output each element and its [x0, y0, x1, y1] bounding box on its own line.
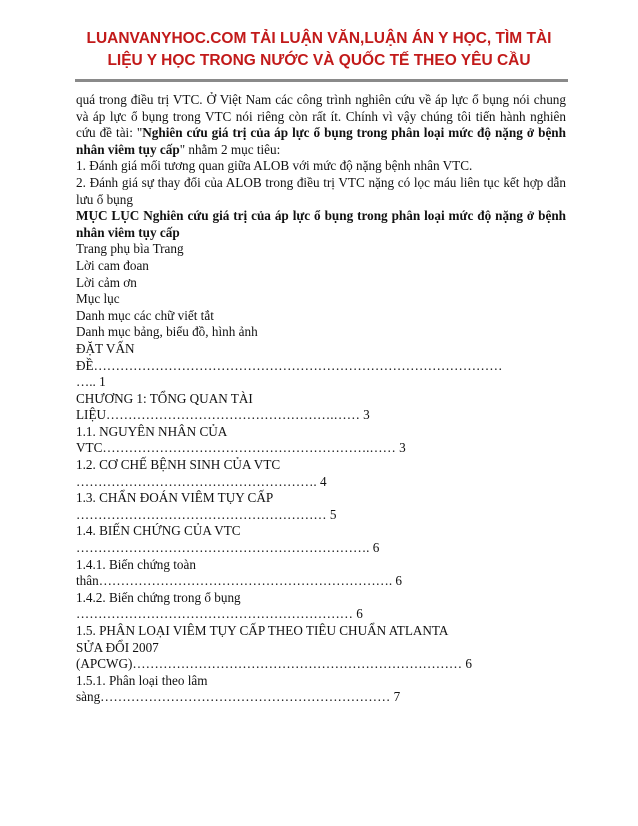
toc-line: ……………………………………………………… 6 — [76, 606, 363, 622]
toc-line: ………………………………………………. 4 — [76, 473, 327, 489]
toc-line: 1.2. CƠ CHẾ BỆNH SINH CỦA VTC — [76, 457, 281, 473]
toc-line: 1.1. NGUYÊN NHÂN CỦA — [76, 423, 228, 439]
goal-1: 1. Đánh giá mối tương quan giữa ALOB với mức độ nặng bệnh nhân VTC. — [76, 158, 473, 174]
toc-line: ĐỀ………………………………………………………………………………… — [76, 357, 503, 373]
toc-line: 1.3. CHẨN ĐOÁN VIÊM TỤY CẤP — [76, 490, 274, 506]
document-body — [76, 92, 566, 706]
toc-line: Lời cam đoan — [76, 257, 149, 273]
toc-line: 1.4. BIẾN CHỨNG CỦA VTC — [76, 523, 241, 539]
toc-line: Mục lục — [76, 291, 120, 307]
toc-line: 1.5. PHÂN LOẠI VIÊM TỤY CẤP THEO TIÊU CHUẨN ATLANTA — [76, 623, 449, 638]
toc-line: ĐẶT VẤN — [76, 340, 135, 356]
intro-text-1: quá trong điều trị VTC. Ở Việt Nam các công trình nghiên cứu về áp lực ổ bụng nói chung và áp lực ổ bụng trong VTC nói riêng còn rất ít. Chính vì vậy chúng tôi tiến hành nghiên cứu đề tài: " — [76, 92, 566, 141]
header-line-2: LIỆU Y HỌC TRONG NƯỚC VÀ QUỐC TẾ THEO YÊU CẦU — [107, 52, 531, 69]
toc-line: Danh mục các chữ viết tắt — [76, 307, 214, 323]
toc-line: Trang phụ bìa Trang — [76, 241, 184, 257]
toc-line: thân…………………………………………………………. 6 — [76, 573, 403, 589]
toc-line: 1.4.2. Biến chứng trong ổ bụng — [76, 589, 241, 605]
header-line-1: LUANVANYHOC.COM TẢI LUẬN VĂN,LUẬN ÁN Y HỌC, TÌM TÀI — [86, 30, 552, 47]
toc-line: ….. 1 — [76, 374, 106, 390]
intro-text-2: " nhằm 2 mục tiêu: — [179, 141, 281, 157]
toc-line: (APCWG)………………………………………………………………… 6 — [76, 656, 472, 672]
toc-line: SỬA ĐỔI 2007 — [76, 639, 159, 655]
toc-line: LIỆU…………………………………………….…… 3 — [76, 407, 370, 423]
toc-line: sàng………………………………………………………… 7 — [76, 689, 401, 705]
toc-line: Danh mục bảng, biểu đồ, hình ảnh — [76, 324, 258, 340]
toc-line: ………………………………………………… 5 — [76, 506, 337, 522]
toc-list — [76, 241, 566, 706]
toc-line: …………………………………………………………. 6 — [76, 540, 380, 556]
toc-line: 1.4.1. Biến chứng toàn — [76, 556, 196, 572]
study-title: Nghiên cứu giá trị của áp lực ổ bụng trong phân loại mức độ nặng ở bệnh nhân viêm tụy cấp — [76, 125, 566, 157]
toc-line: VTC…………………………………………………….…… 3 — [76, 440, 406, 456]
header-divider — [75, 79, 568, 82]
toc-line: 1.5.1. Phân loại theo lâm — [76, 672, 208, 688]
toc-line: CHƯƠNG 1: TỔNG QUAN TÀI — [76, 390, 253, 406]
toc-title: MỤC LỤC Nghiên cứu giá trị của áp lực ổ bụng trong phân loại mức độ nặng ở bệnh nhân viêm tụy cấp — [76, 208, 566, 240]
page-header — [0, 28, 638, 72]
goal-2: 2. Đánh giá sự thay đổi của ALOB trong điều trị VTC nặng có lọc máu liên tục kết hợp dẫn lưu ổ bụng — [76, 174, 566, 207]
toc-line: Lời cảm ơn — [76, 274, 137, 290]
intro-paragraph — [76, 92, 566, 158]
